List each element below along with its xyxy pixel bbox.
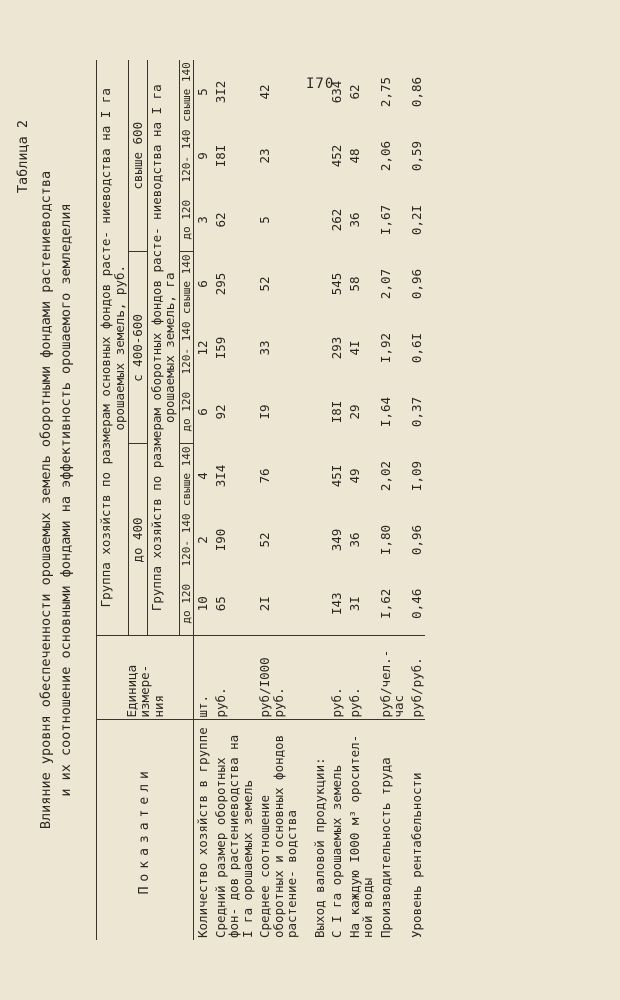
cell-value: I,92 bbox=[377, 332, 393, 364]
cell-value: 49 bbox=[346, 468, 362, 484]
cell-value: 92 bbox=[212, 404, 228, 420]
cell-value: 3 bbox=[195, 216, 211, 224]
cell-value: 295 bbox=[212, 272, 228, 296]
table-row bbox=[256, 60, 301, 940]
cell-value: 2,06 bbox=[377, 140, 393, 172]
cell-value: 52 bbox=[257, 276, 273, 292]
cell-value: 0,37 bbox=[408, 396, 424, 428]
cell-value: 42 bbox=[257, 84, 273, 100]
cell-value: 0,96 bbox=[408, 268, 424, 300]
cell-value: 65 bbox=[212, 596, 228, 612]
cell-value bbox=[301, 188, 329, 252]
cell-value: I,62 bbox=[377, 588, 393, 619]
working-subhead: свыше 140 bbox=[179, 252, 194, 316]
table-body bbox=[194, 60, 426, 940]
cell-value: 10 bbox=[195, 596, 211, 612]
cell-value: 2,75 bbox=[377, 76, 393, 108]
cell-value: 0,86 bbox=[408, 76, 424, 108]
cell-value: 4I bbox=[346, 340, 362, 356]
cell-value: 262 bbox=[329, 208, 345, 232]
cell-value: 2I bbox=[257, 596, 273, 612]
cell-value: I,09 bbox=[408, 460, 424, 492]
table-row bbox=[301, 60, 329, 940]
cell-value: 58 bbox=[346, 276, 362, 292]
cell-value: 6 bbox=[195, 408, 211, 416]
cell-value: I,80 bbox=[377, 524, 393, 556]
cell-value: 29 bbox=[346, 404, 362, 420]
cell-value bbox=[301, 444, 329, 508]
cell-value bbox=[301, 380, 329, 444]
row-label: Производительность труда bbox=[377, 720, 408, 940]
row-unit: шт. bbox=[194, 636, 212, 720]
rotated-page-content bbox=[4, 60, 604, 940]
cell-value: 293 bbox=[329, 336, 345, 360]
working-subhead: 120- 140 bbox=[179, 508, 194, 572]
working-subhead: до 120 bbox=[179, 380, 194, 444]
cell-value: 9 bbox=[195, 152, 211, 160]
cell-value: 3I2 bbox=[212, 80, 228, 104]
table-number: Таблица 2 bbox=[15, 120, 31, 194]
cell-value: 45I bbox=[329, 464, 345, 488]
row-unit: руб. bbox=[346, 636, 377, 720]
cell-value: 62 bbox=[346, 84, 362, 100]
cell-value bbox=[301, 60, 329, 124]
cell-value: 76 bbox=[257, 468, 273, 484]
cell-value: 5 bbox=[257, 216, 273, 224]
table-row bbox=[377, 60, 408, 940]
cell-value: I9 bbox=[257, 404, 273, 420]
cell-value: 3I4 bbox=[212, 464, 228, 488]
cell-value bbox=[301, 124, 329, 188]
row-unit: руб. bbox=[328, 636, 346, 720]
working-funds-group-header: Группа хозяйств по размерам оборотных фондов расте- ниеводства на I га орошаемых земель, га bbox=[147, 60, 179, 636]
title-line-2: и их соотношение основными фондами на эффективность орошаемого земледелия bbox=[58, 203, 75, 797]
table-row bbox=[408, 60, 426, 940]
cell-value: 452 bbox=[329, 144, 345, 168]
title-line-1: Влияние уровня обеспеченности орошаемых земель оборотными фондами растениеводства bbox=[38, 170, 54, 830]
row-unit bbox=[301, 636, 329, 720]
cell-value: 33 bbox=[257, 340, 273, 356]
row-label: Среднее соотношение оборотных и основных фондов растение- водства bbox=[256, 720, 301, 940]
row-unit: руб/I000 руб. bbox=[256, 636, 301, 720]
cell-value: 4 bbox=[195, 472, 211, 480]
row-label: Средний размер оборотных фон- дов растениеводства на I га орошаемых земель bbox=[212, 720, 257, 940]
row-unit: руб/чел.-час bbox=[377, 636, 408, 720]
working-subhead: 120- 140 bbox=[179, 124, 194, 188]
basic-group-2: с 400-600 bbox=[129, 252, 148, 444]
cell-value bbox=[301, 316, 329, 380]
row-label: На каждую I000 м³ оросител- ной воды bbox=[346, 720, 377, 940]
cell-value bbox=[301, 252, 329, 316]
row-label: С I га орошаемых земель bbox=[328, 720, 346, 940]
cell-value: 5 bbox=[195, 88, 211, 96]
cell-value: 52 bbox=[257, 532, 273, 548]
cell-value: 48 bbox=[346, 148, 362, 164]
cell-value bbox=[301, 508, 329, 572]
cell-value: 12 bbox=[195, 340, 211, 356]
cell-value: 0,46 bbox=[408, 588, 424, 619]
indicator-header: Показатели bbox=[97, 720, 194, 940]
cell-value: I43 bbox=[329, 592, 345, 616]
cell-value: 634 bbox=[329, 80, 345, 104]
basic-funds-group-header: Группа хозяйств по размерам основных фондов расте- ниеводства на I га орошаемых земель, руб. bbox=[97, 60, 129, 636]
row-unit: руб/руб. bbox=[408, 636, 426, 720]
cell-value: 23 bbox=[257, 148, 273, 164]
working-subhead: до 120 bbox=[179, 572, 194, 636]
working-subhead: свыше 140 bbox=[179, 444, 194, 508]
cell-value: 36 bbox=[346, 212, 362, 228]
table-row bbox=[212, 60, 257, 940]
row-label: Количество хозяйств в группе bbox=[194, 720, 212, 940]
table-row bbox=[346, 60, 377, 940]
table-row bbox=[194, 60, 212, 940]
cell-value: I,67 bbox=[377, 204, 393, 236]
cell-value: 349 bbox=[329, 528, 345, 552]
working-subhead: до 120 bbox=[179, 188, 194, 252]
cell-value: 3I bbox=[346, 596, 362, 612]
working-subhead: свыше 140 bbox=[179, 60, 194, 124]
page-number: I70 bbox=[306, 76, 335, 92]
cell-value: 0,59 bbox=[408, 140, 424, 172]
cell-value: 0,2I bbox=[408, 204, 424, 236]
cell-value: 6 bbox=[195, 280, 211, 288]
cell-value: 36 bbox=[346, 532, 362, 548]
basic-group-1: до 400 bbox=[129, 444, 148, 636]
cell-value: 2 bbox=[195, 536, 211, 544]
row-label: Выход валовой продукции: bbox=[301, 720, 329, 940]
cell-value: I,64 bbox=[377, 396, 393, 428]
cell-value: I8I bbox=[329, 400, 345, 424]
cell-value: I8I bbox=[212, 144, 228, 168]
cell-value bbox=[301, 572, 329, 636]
cell-value: 62 bbox=[212, 212, 228, 228]
data-table bbox=[96, 60, 425, 940]
working-subhead: 120- 140 bbox=[179, 316, 194, 380]
cell-value: 545 bbox=[329, 272, 345, 296]
cell-value: 0,96 bbox=[408, 524, 424, 556]
basic-group-3: свыше 600 bbox=[129, 60, 148, 252]
cell-value: 2,07 bbox=[377, 268, 393, 300]
cell-value: I59 bbox=[212, 336, 228, 360]
row-label: Уровень рентабельности bbox=[408, 720, 426, 940]
row-unit: руб. bbox=[212, 636, 257, 720]
table-row bbox=[328, 60, 346, 940]
table-title bbox=[36, 60, 77, 940]
unit-header: Единица измере- ния bbox=[97, 636, 194, 720]
cell-value: 2,02 bbox=[377, 460, 393, 492]
cell-value: 0,6I bbox=[408, 332, 424, 364]
cell-value: I90 bbox=[212, 528, 228, 552]
